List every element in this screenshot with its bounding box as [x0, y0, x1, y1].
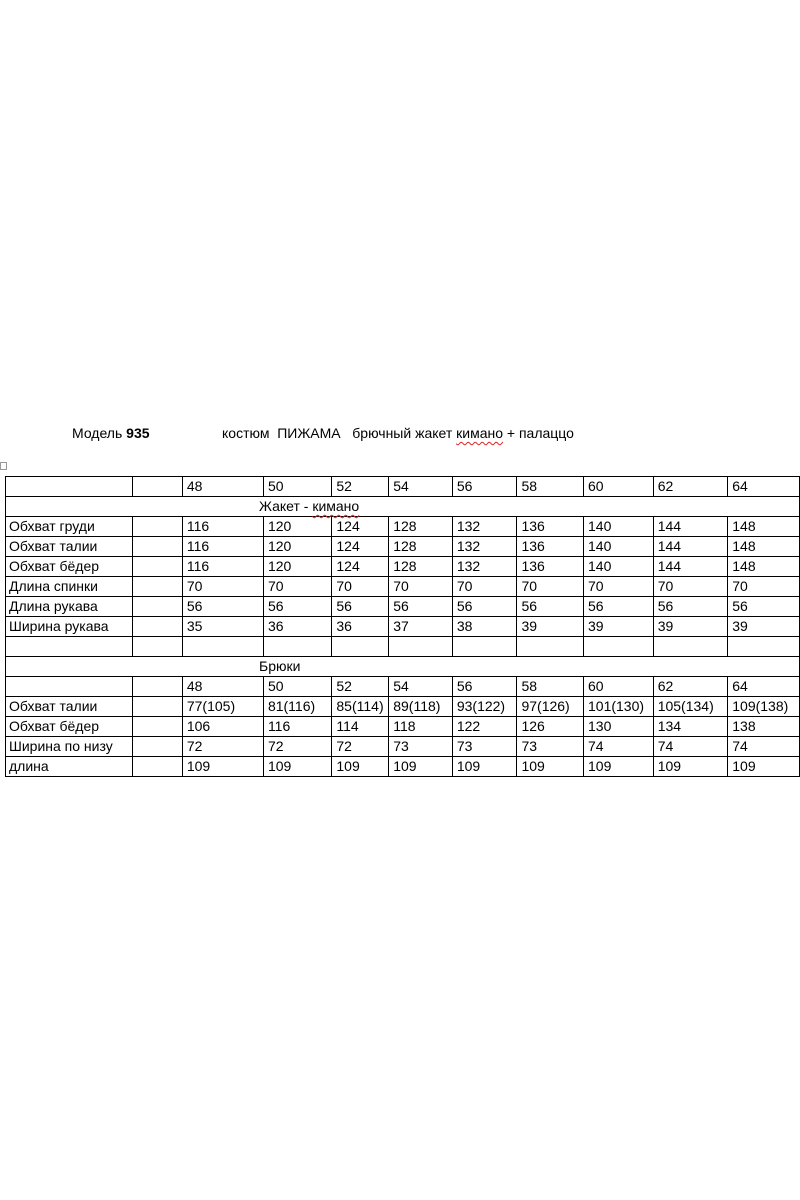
value-cell: 105(134) — [653, 697, 728, 717]
value-cell: 144 — [653, 537, 728, 557]
size-header-row — [6, 477, 800, 497]
value-cell: 109 — [263, 757, 331, 777]
value-cell: 136 — [517, 557, 584, 577]
value-cell: 144 — [653, 557, 728, 577]
value-cell: 109 — [517, 757, 584, 777]
value-cell: 124 — [332, 537, 389, 557]
measure-label: Обхват бёдер — [6, 717, 133, 737]
measure-label: Ширина рукава — [6, 617, 133, 637]
size-cell: 48 — [182, 677, 263, 697]
model-description: костюм ПИЖАМА брючный жакет кимано + палаццо — [222, 425, 574, 441]
empty-cell — [133, 717, 183, 737]
value-cell: 101(130) — [584, 697, 654, 717]
empty-cell — [389, 637, 453, 657]
value-cell: 56 — [389, 597, 453, 617]
value-cell: 126 — [517, 717, 584, 737]
section-label: Жакет - — [259, 498, 313, 514]
size-cell: 48 — [182, 477, 263, 497]
value-cell: 70 — [728, 577, 800, 597]
value-cell: 70 — [653, 577, 728, 597]
value-cell: 128 — [389, 517, 453, 537]
table-row — [6, 617, 800, 637]
value-cell: 56 — [452, 597, 517, 617]
table-row — [6, 537, 800, 557]
value-cell: 70 — [517, 577, 584, 597]
value-cell: 85(114) — [332, 697, 389, 717]
size-cell: 62 — [653, 477, 728, 497]
empty-cell — [133, 637, 183, 657]
value-cell: 56 — [653, 597, 728, 617]
empty-cell — [133, 577, 183, 597]
empty-cell — [133, 537, 183, 557]
empty-cell — [584, 637, 654, 657]
size-cell: 56 — [452, 477, 517, 497]
value-cell: 116 — [182, 537, 263, 557]
table-move-handle[interactable] — [0, 462, 7, 470]
empty-cell — [133, 677, 183, 697]
trousers-section-row — [6, 657, 800, 677]
value-cell: 56 — [584, 597, 654, 617]
value-cell: 93(122) — [452, 697, 517, 717]
empty-cell — [517, 637, 584, 657]
empty-cell — [133, 477, 183, 497]
measure-label: Ширина по низу — [6, 737, 133, 757]
value-cell: 39 — [517, 617, 584, 637]
value-cell: 140 — [584, 537, 654, 557]
value-cell: 56 — [263, 597, 331, 617]
size-cell: 52 — [332, 677, 389, 697]
section-title — [6, 657, 800, 677]
value-cell: 148 — [728, 517, 800, 537]
empty-cell — [133, 757, 183, 777]
table-row — [6, 577, 800, 597]
value-cell: 148 — [728, 557, 800, 577]
value-cell: 128 — [389, 557, 453, 577]
table-row — [6, 737, 800, 757]
value-cell: 89(118) — [389, 697, 453, 717]
value-cell: 36 — [263, 617, 331, 637]
value-cell: 136 — [517, 537, 584, 557]
value-cell: 37 — [389, 617, 453, 637]
value-cell: 124 — [332, 557, 389, 577]
measure-label: длина — [6, 757, 133, 777]
value-cell: 144 — [653, 517, 728, 537]
empty-cell — [728, 637, 800, 657]
blank-row — [6, 637, 800, 657]
value-cell: 70 — [389, 577, 453, 597]
value-cell: 140 — [584, 557, 654, 577]
value-cell: 116 — [182, 517, 263, 537]
size-cell: 64 — [728, 477, 800, 497]
table-row — [6, 757, 800, 777]
measure-label: Обхват талии — [6, 697, 133, 717]
value-cell: 124 — [332, 517, 389, 537]
empty-cell — [332, 637, 389, 657]
value-cell: 109 — [332, 757, 389, 777]
empty-cell — [653, 637, 728, 657]
size-cell: 50 — [263, 677, 331, 697]
size-cell: 50 — [263, 477, 331, 497]
value-cell: 81(116) — [263, 697, 331, 717]
size-chart-table — [5, 476, 800, 777]
value-cell: 138 — [728, 717, 800, 737]
value-cell: 38 — [452, 617, 517, 637]
value-cell: 56 — [332, 597, 389, 617]
value-cell: 109 — [653, 757, 728, 777]
model-number: 935 — [126, 425, 150, 441]
value-cell: 72 — [182, 737, 263, 757]
table-row — [6, 517, 800, 537]
value-cell: 70 — [263, 577, 331, 597]
empty-cell — [133, 517, 183, 537]
size-cell: 54 — [389, 677, 453, 697]
document-title — [0, 425, 800, 447]
value-cell: 134 — [653, 717, 728, 737]
size-cell: 58 — [517, 477, 584, 497]
value-cell: 73 — [517, 737, 584, 757]
value-cell: 122 — [452, 717, 517, 737]
value-cell: 70 — [584, 577, 654, 597]
empty-cell — [133, 697, 183, 717]
jacket-section-row — [6, 497, 800, 517]
value-cell: 109 — [728, 757, 800, 777]
table-row — [6, 717, 800, 737]
empty-cell — [182, 637, 263, 657]
size-cell: 60 — [584, 477, 654, 497]
empty-cell — [133, 557, 183, 577]
empty-cell — [133, 597, 183, 617]
value-cell: 140 — [584, 517, 654, 537]
value-cell: 70 — [182, 577, 263, 597]
value-cell: 97(126) — [517, 697, 584, 717]
value-cell: 109 — [389, 757, 453, 777]
size-cell: 56 — [452, 677, 517, 697]
value-cell: 74 — [728, 737, 800, 757]
size-cell: 60 — [584, 677, 654, 697]
value-cell: 56 — [728, 597, 800, 617]
value-cell: 109(138) — [728, 697, 800, 717]
value-cell: 109 — [452, 757, 517, 777]
empty-cell — [263, 637, 331, 657]
size-cell: 58 — [517, 677, 584, 697]
value-cell: 116 — [263, 717, 331, 737]
value-cell: 128 — [389, 537, 453, 557]
empty-cell — [6, 477, 133, 497]
value-cell: 39 — [584, 617, 654, 637]
table-row — [6, 697, 800, 717]
size-header-row — [6, 677, 800, 697]
value-cell: 35 — [182, 617, 263, 637]
value-cell: 39 — [653, 617, 728, 637]
empty-cell — [452, 637, 517, 657]
value-cell: 136 — [517, 517, 584, 537]
value-cell: 118 — [389, 717, 453, 737]
value-cell: 109 — [182, 757, 263, 777]
spellcheck-word: кимано — [312, 498, 360, 514]
value-cell: 73 — [452, 737, 517, 757]
table-row — [6, 597, 800, 617]
measure-label: Обхват груди — [6, 517, 133, 537]
empty-cell — [6, 677, 133, 697]
value-cell: 148 — [728, 537, 800, 557]
value-cell: 72 — [332, 737, 389, 757]
size-cell: 52 — [332, 477, 389, 497]
value-cell: 132 — [452, 517, 517, 537]
spellcheck-word: кимано — [456, 425, 504, 441]
value-cell: 114 — [332, 717, 389, 737]
value-cell: 130 — [584, 717, 654, 737]
value-cell: 36 — [332, 617, 389, 637]
value-cell: 56 — [517, 597, 584, 617]
measure-label: Длина спинки — [6, 577, 133, 597]
empty-cell — [6, 637, 133, 657]
value-cell: 109 — [584, 757, 654, 777]
measure-label: Длина рукава — [6, 597, 133, 617]
section-label: Брюки — [259, 658, 301, 674]
value-cell: 120 — [263, 557, 331, 577]
size-cell: 62 — [653, 677, 728, 697]
size-cell: 64 — [728, 677, 800, 697]
empty-cell — [133, 617, 183, 637]
value-cell: 74 — [584, 737, 654, 757]
section-title — [6, 497, 800, 517]
value-cell: 132 — [452, 557, 517, 577]
value-cell: 120 — [263, 517, 331, 537]
empty-cell — [133, 737, 183, 757]
value-cell: 120 — [263, 537, 331, 557]
value-cell: 39 — [728, 617, 800, 637]
value-cell: 70 — [332, 577, 389, 597]
size-cell: 54 — [389, 477, 453, 497]
value-cell: 77(105) — [182, 697, 263, 717]
value-cell: 106 — [182, 717, 263, 737]
value-cell: 116 — [182, 557, 263, 577]
value-cell: 56 — [182, 597, 263, 617]
value-cell: 72 — [263, 737, 331, 757]
value-cell: 73 — [389, 737, 453, 757]
model-label: Модель 935 — [72, 425, 150, 441]
value-cell: 132 — [452, 537, 517, 557]
measure-label: Обхват талии — [6, 537, 133, 557]
measure-label: Обхват бёдер — [6, 557, 133, 577]
value-cell: 70 — [452, 577, 517, 597]
value-cell: 74 — [653, 737, 728, 757]
table-row — [6, 557, 800, 577]
